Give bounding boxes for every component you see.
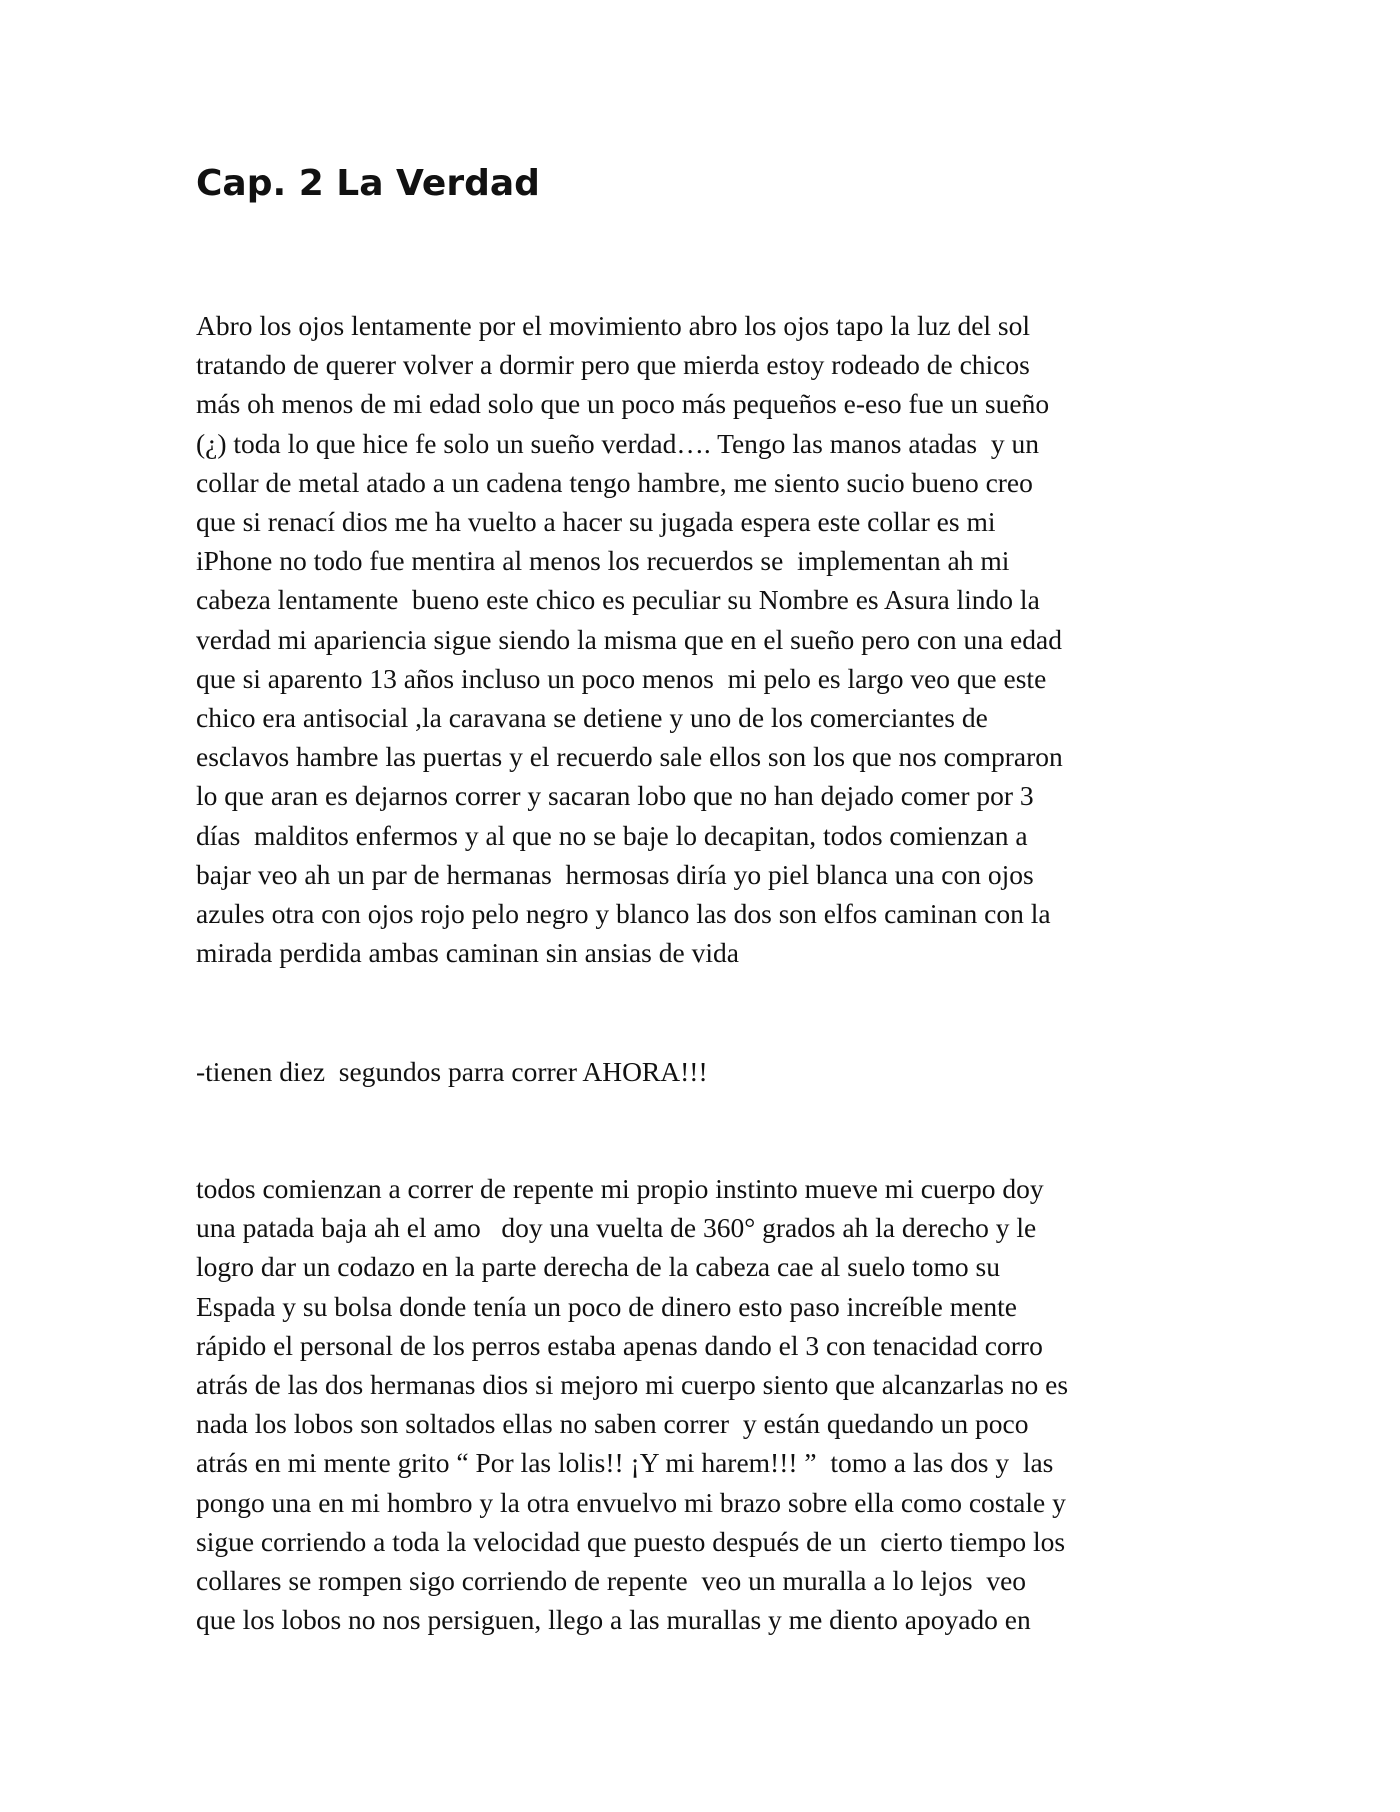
text-line: sigue corriendo a toda la velocidad que puesto después de un cierto tiempo los bbox=[196, 1525, 1066, 1557]
text-line: atrás en mi mente grito “ Por las lolis!! ¡Y mi harem!!! ” tomo a las dos y las bbox=[196, 1447, 1054, 1479]
text-line: Abro los ojos lentamente por el movimiento abro los ojos tapo la luz del sol bbox=[196, 310, 1031, 341]
text-line: que si aparento 13 años incluso un poco menos mi pelo es largo veo que este bbox=[196, 662, 1047, 694]
text-line: una patada baja ah el amo doy una vuelta de 360° grados ah la derecho y le bbox=[196, 1212, 1037, 1244]
text-line: todos comienzan a correr de repente mi propio instinto mueve mi cuerpo doy bbox=[196, 1173, 1044, 1204]
text-line: lo que aran es dejarnos correr y sacaran lobo que no han dejado comer por 3 bbox=[196, 780, 1034, 812]
chapter-title: Cap. 2 La Verdad bbox=[196, 163, 540, 204]
text-line: azules otra con ojos rojo pelo negro y blanco las dos son elfos caminan con la bbox=[196, 898, 1051, 930]
text-line: atrás de las dos hermanas dios si mejoro mi cuerpo siento que alcanzarlas no es bbox=[196, 1369, 1069, 1401]
text-line: verdad mi apariencia sigue siendo la misma que en el sueño pero con una edad bbox=[196, 623, 1062, 655]
text-line: -tienen diez segundos parra correr AHORA!!! bbox=[196, 1056, 708, 1087]
text-line: (¿) toda lo que hice fe solo un sueño verdad…. Tengo las manos atadas y un bbox=[196, 427, 1039, 459]
text-line: que los lobos no nos persiguen, llego a las murallas y me diento apoyado en bbox=[196, 1604, 1031, 1636]
paragraph-1 bbox=[196, 306, 1063, 972]
text-line: nada los lobos son soltados ellas no saben correr y están quedando un poco bbox=[196, 1408, 1029, 1440]
text-line: días malditos enfermos y al que no se baje lo decapitan, todos comienzan a bbox=[196, 819, 1028, 851]
paragraph-3 bbox=[196, 1169, 1068, 1639]
text-line: chico era antisocial ,la caravana se detiene y uno de los comerciantes de bbox=[196, 702, 988, 734]
text-line: iPhone no todo fue mentira al menos los recuerdos se implementan ah mi bbox=[196, 545, 1010, 577]
text-line: Espada y su bolsa donde tenía un poco de dinero esto paso increíble mente bbox=[196, 1290, 1017, 1322]
text-line: pongo una en mi hombro y la otra envuelvo mi brazo sobre ella como costale y bbox=[196, 1486, 1066, 1518]
text-line: bajar veo ah un par de hermanas hermosas diría yo piel blanca una con ojos bbox=[196, 858, 1034, 890]
text-line: mirada perdida ambas caminan sin ansias de vida bbox=[196, 937, 739, 969]
text-line: más oh menos de mi edad solo que un poco más pequeños e-eso fue un sueño bbox=[196, 388, 1050, 420]
paragraph-2-dialogue bbox=[196, 1052, 708, 1091]
text-line: collar de metal atado a un cadena tengo hambre, me siento sucio bueno creo bbox=[196, 466, 1033, 498]
text-line: tratando de querer volver a dormir pero que mierda estoy rodeado de chicos bbox=[196, 349, 1030, 381]
text-line: esclavos hambre las puertas y el recuerdo sale ellos son los que nos compraron bbox=[196, 741, 1063, 773]
text-line: collares se rompen sigo corriendo de repente veo un muralla a lo lejos veo bbox=[196, 1565, 1027, 1597]
text-line: que si renací dios me ha vuelto a hacer su jugada espera este collar es mi bbox=[196, 506, 996, 538]
text-line: logro dar un codazo en la parte derecha de la cabeza cae al suelo tomo su bbox=[196, 1251, 1000, 1283]
text-line: cabeza lentamente bueno este chico es peculiar su Nombre es Asura lindo la bbox=[196, 584, 1040, 616]
text-line: rápido el personal de los perros estaba apenas dando el 3 con tenacidad corro bbox=[196, 1329, 1043, 1361]
